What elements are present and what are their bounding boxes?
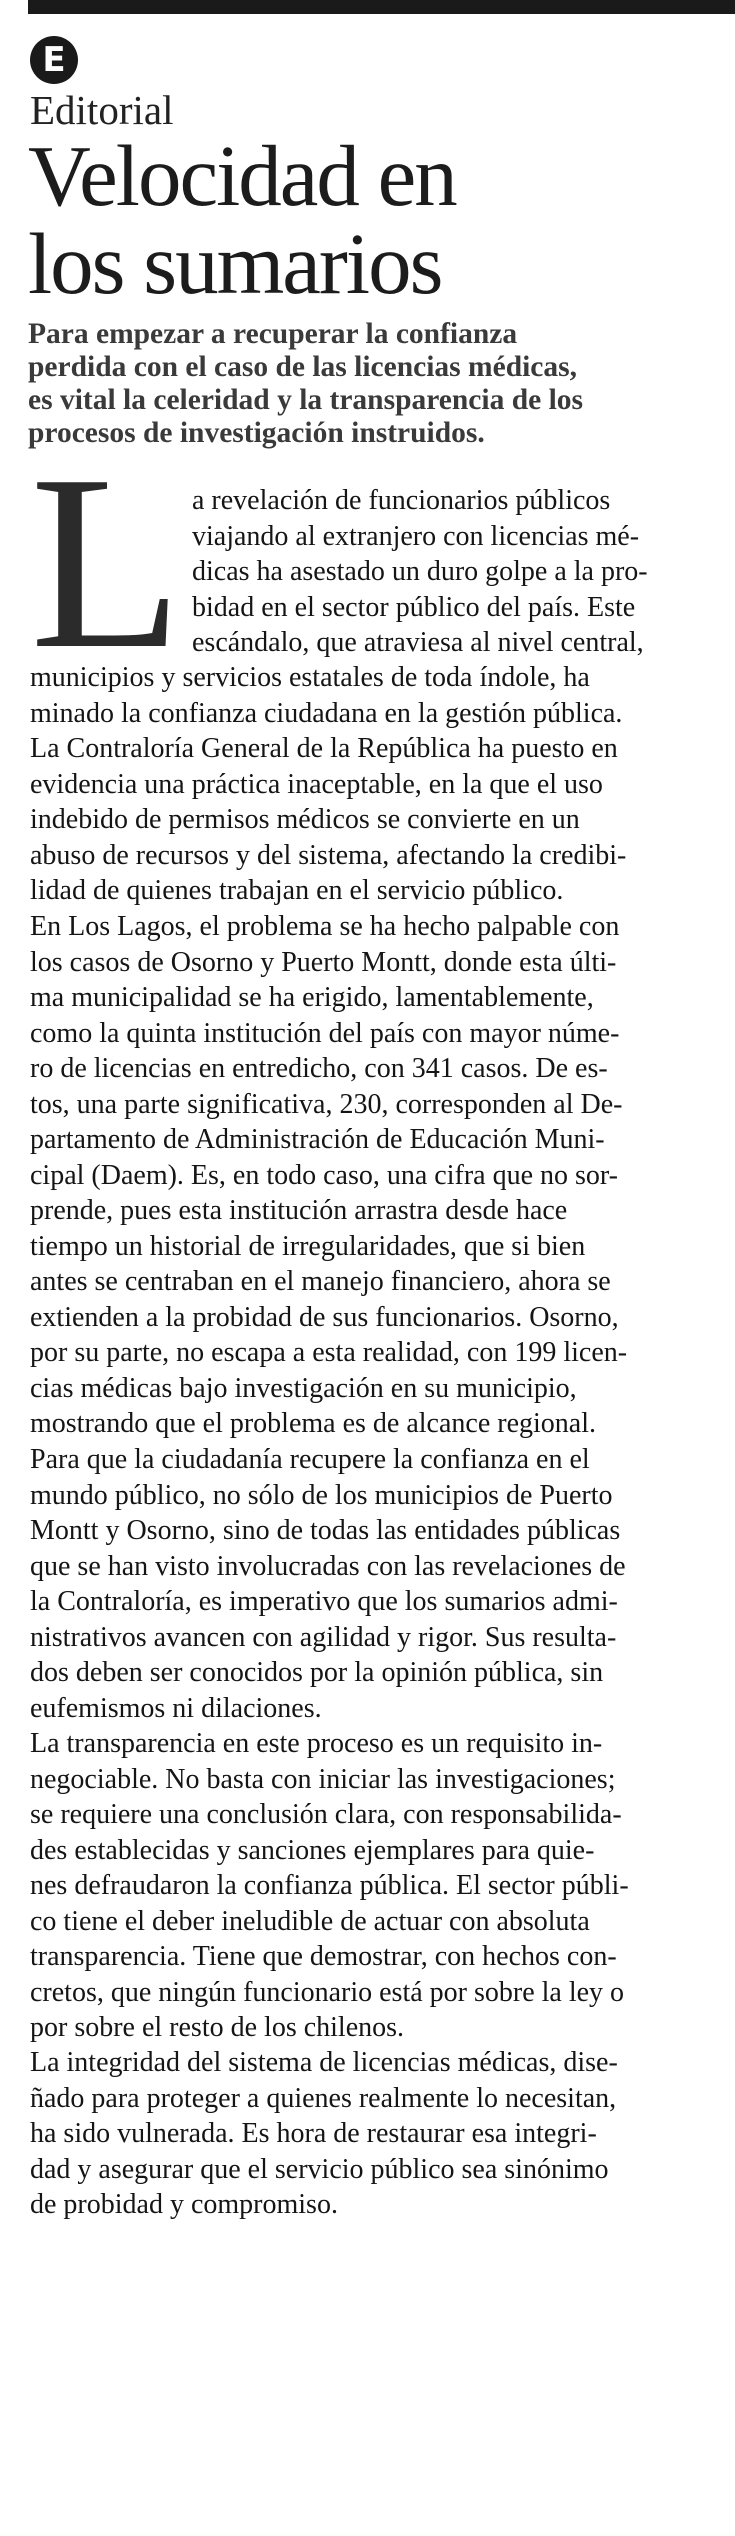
text-line: municipios y servicios estatales de toda índole, ha bbox=[30, 662, 590, 693]
text-line: extienden a la probidad de sus funcionarios. Osorno, bbox=[30, 1301, 619, 1333]
drop-cap: L bbox=[30, 424, 183, 701]
text-line: partamento de Administración de Educación Muni- bbox=[30, 1124, 605, 1155]
paragraph-5 bbox=[30, 2045, 728, 2223]
text-line: bidad en el sector público del país. Este bbox=[192, 591, 636, 623]
headline bbox=[28, 127, 728, 312]
text-line: ro de licencias en entredicho, con 341 casos. De es- bbox=[30, 1053, 608, 1084]
paragraph-2 bbox=[30, 909, 728, 1442]
text-line: La integridad del sistema de licencias médicas, dise- bbox=[30, 2047, 618, 2078]
text-line: dos deben ser conocidos por la opinión pública, sin bbox=[30, 1657, 604, 1688]
text-line: por su parte, no escapa a esta realidad, con 199 licen- bbox=[30, 1337, 628, 1368]
text-line: por sobre el resto de los chilenos. bbox=[30, 2012, 405, 2043]
deck-line: es vital la celeridad y la transparencia de los bbox=[28, 384, 583, 416]
text-line: tos, una parte significativa, 230, corresponden al De- bbox=[30, 1088, 623, 1120]
text-line: mostrando que el problema es de alcance regional. bbox=[30, 1408, 596, 1439]
text-line: nes defraudaron la confianza pública. El sector públi- bbox=[30, 1870, 629, 1901]
lead-paragraph bbox=[192, 483, 728, 661]
text-line: viajando al extranjero con licencias mé- bbox=[192, 520, 640, 552]
text-line: eufemismos ni dilaciones. bbox=[30, 1692, 322, 1724]
text-line: a revelación de funcionarios públicos bbox=[192, 485, 611, 516]
text-line: se requiere una conclusión clara, con responsabilida- bbox=[30, 1799, 622, 1830]
deck-line: Para empezar a recuperar la confianza bbox=[28, 318, 518, 350]
paragraph-4 bbox=[30, 1726, 728, 2046]
text-line: de probidad y compromiso. bbox=[30, 2189, 338, 2220]
text-line: En Los Lagos, el problema se ha hecho palpable con bbox=[30, 911, 620, 942]
text-line: Para que la ciudadanía recupere la confianza en el bbox=[30, 1444, 590, 1475]
text-line: prende, pues esta institución arrastra desde hace bbox=[30, 1195, 568, 1226]
text-line: cipal (Daem). Es, en todo caso, una cifra que no sor- bbox=[30, 1159, 618, 1191]
deck-line: perdida con el caso de las licencias médicas, bbox=[28, 351, 577, 383]
text-line: evidencia una práctica inaceptable, en la que el uso bbox=[30, 768, 603, 800]
text-line: antes se centraban en el manejo financiero, ahora se bbox=[30, 1266, 611, 1297]
text-line: que se han visto involucradas con las revelaciones de bbox=[30, 1550, 626, 1582]
text-line: abuso de recursos y del sistema, afectando la credibi- bbox=[30, 839, 627, 871]
text-line: des establecidas y sanciones ejemplares para quie- bbox=[30, 1834, 595, 1866]
text-line: ñado para proteger a quienes realmente lo necesitan, bbox=[30, 2082, 617, 2114]
headline-line: los sumarios bbox=[28, 215, 442, 312]
text-line: cias médicas bajo investigación en su municipio, bbox=[30, 1372, 577, 1404]
text-line: transparencia. Tiene que demostrar, con hechos con- bbox=[30, 1941, 617, 1972]
text-line: ha sido vulnerada. Es hora de restaurar esa integri- bbox=[30, 2118, 597, 2149]
text-line: dicas ha asestado un duro golpe a la pro- bbox=[192, 556, 648, 587]
section-label: Editorial bbox=[30, 87, 174, 133]
text-line: mundo público, no sólo de los municipios de Puerto bbox=[30, 1479, 613, 1511]
text-line: ma municipalidad se ha erigido, lamentablemente, bbox=[30, 982, 594, 1013]
text-line: indebido de permisos médicos se convierte en un bbox=[30, 804, 580, 835]
top-rule bbox=[28, 0, 735, 14]
text-line: lidad de quienes trabajan en el servicio público. bbox=[30, 875, 564, 906]
text-line: nistrativos avancen con agilidad y rigor. Sus resulta- bbox=[30, 1621, 617, 1653]
text-line: La Contraloría General de la República ha puesto en bbox=[30, 733, 618, 764]
text-line: tiempo un historial de irregularidades, que si bien bbox=[30, 1230, 586, 1262]
paragraph-1 bbox=[30, 660, 728, 909]
text-line: co tiene el deber ineludible de actuar con absoluta bbox=[30, 1905, 590, 1937]
text-line: negociable. No basta con iniciar las investigaciones; bbox=[30, 1763, 616, 1795]
text-line: Montt y Osorno, sino de todas las entidades públicas bbox=[30, 1515, 621, 1546]
text-line: escándalo, que atraviesa al nivel central, bbox=[192, 627, 644, 658]
text-line: dad y asegurar que el servicio público sea sinónimo bbox=[30, 2153, 609, 2185]
section-badge: E bbox=[30, 36, 78, 84]
paragraph-3 bbox=[30, 1442, 728, 1726]
text-line: la Contraloría, es imperativo que los sumarios admi- bbox=[30, 1586, 618, 1617]
headline-line: Velocidad en bbox=[28, 127, 456, 224]
text-line: cretos, que ningún funcionario está por sobre la ley o bbox=[30, 1976, 625, 2008]
text-line: como la quinta institución del país con mayor núme- bbox=[30, 1017, 620, 1049]
text-line: minado la confianza ciudadana en la gestión pública. bbox=[30, 697, 623, 729]
text-line: los casos de Osorno y Puerto Montt, donde esta últi- bbox=[30, 946, 617, 978]
text-line: La transparencia en este proceso es un requisito in- bbox=[30, 1728, 603, 1759]
deck-line: procesos de investigación instruidos. bbox=[28, 417, 485, 449]
